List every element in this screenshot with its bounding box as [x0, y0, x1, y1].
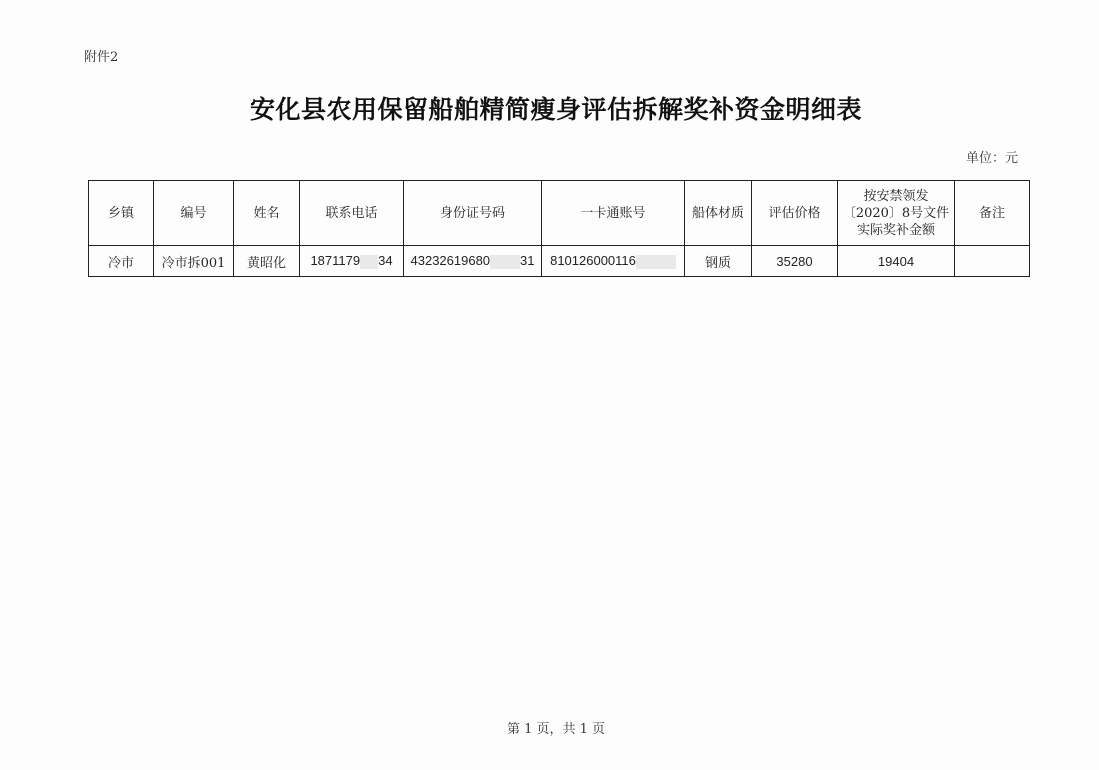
- cell-id-number: [404, 246, 542, 277]
- id-prefix: 43232619680: [410, 253, 491, 268]
- cell-assessed-price: 35280: [752, 246, 838, 277]
- header-phone: 联系电话: [300, 181, 404, 246]
- account-prefix: 810126000116: [550, 253, 636, 268]
- id-suffix: 31: [520, 253, 535, 268]
- header-account: 一卡通账号: [542, 181, 685, 246]
- phone-suffix: 34: [378, 253, 393, 268]
- redaction-mark: [490, 255, 520, 269]
- header-number: 编号: [154, 181, 234, 246]
- cell-remark: [955, 246, 1030, 277]
- header-material: 船体材质: [685, 181, 752, 246]
- cell-name: 黄昭化: [234, 246, 300, 277]
- page-footer: 第 1 页，共 1 页: [506, 722, 606, 737]
- header-assessed-price: 评估价格: [752, 181, 838, 246]
- header-town: 乡镇: [89, 181, 154, 246]
- cell-subsidy-amount: 19404: [838, 246, 955, 277]
- header-remark: 备注: [955, 181, 1030, 246]
- unit-label: 单位：元: [966, 151, 1019, 166]
- cell-account: [542, 246, 685, 277]
- cell-material: 钢质: [685, 246, 752, 277]
- redaction-mark: [360, 255, 378, 269]
- attachment-label: 附件2: [84, 50, 119, 65]
- cell-phone: [300, 246, 404, 277]
- table-row: [89, 246, 1030, 277]
- redaction-mark: [636, 255, 676, 269]
- phone-prefix: 1871179: [310, 253, 361, 268]
- table-header-row: [89, 181, 1030, 246]
- header-subsidy-amount: 按安禁领发〔2020〕8号文件实际奖补金额: [838, 181, 955, 246]
- header-name: 姓名: [234, 181, 300, 246]
- page-title: 安化县农用保留船舶精简瘦身评估拆解奖补资金明细表: [249, 95, 862, 124]
- header-id-number: 身份证号码: [404, 181, 542, 246]
- subsidy-detail-table: [88, 180, 1030, 277]
- cell-town: 冷市: [89, 246, 154, 277]
- cell-number: 冷市拆001: [154, 246, 234, 277]
